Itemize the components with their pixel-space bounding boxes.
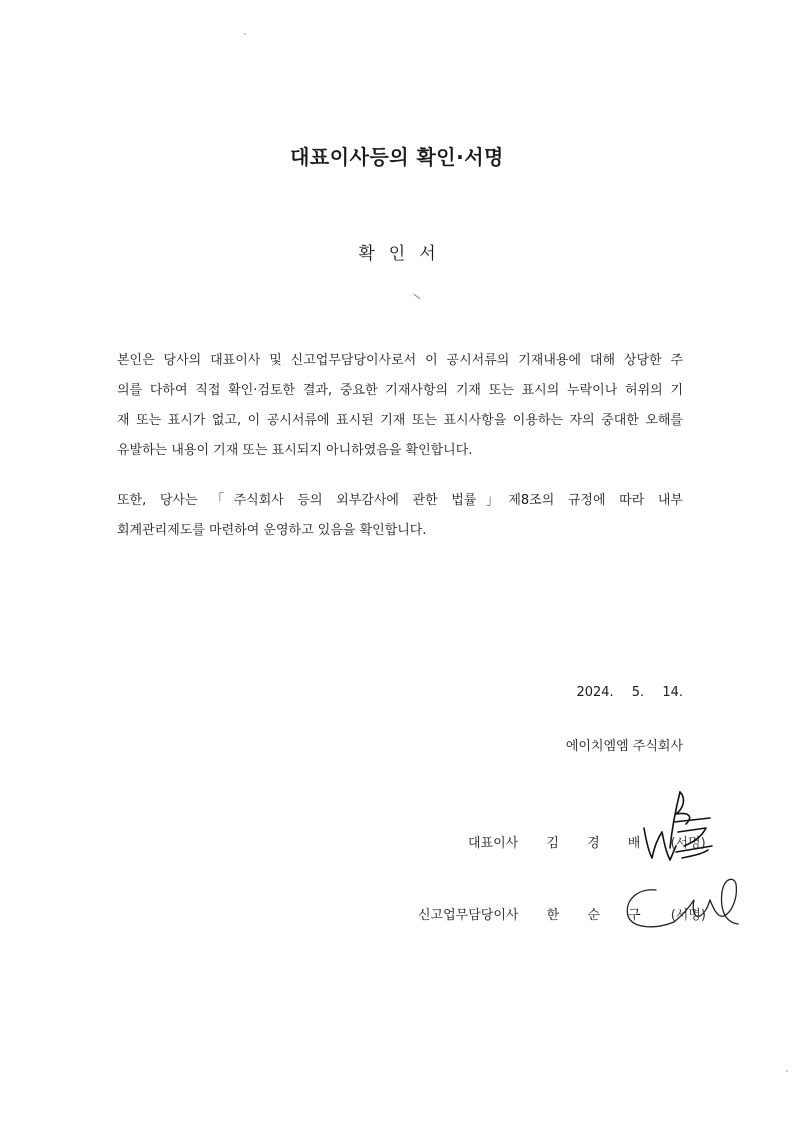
name-char: 순 [587, 908, 600, 923]
document-date: 2024. 5. 14. [576, 685, 683, 700]
signature-mark-label: (서명) [670, 836, 706, 851]
name-char: 배 [627, 836, 641, 851]
handwritten-signature-ceo [636, 788, 720, 868]
handwritten-signature-disclosure-officer [618, 870, 742, 940]
document-title: 대표이사등의 확인·서명 [290, 145, 504, 169]
scan-artifact [244, 33, 246, 35]
paragraph-line: 유발하는 내용이 기재 또는 표시되지 아니하였음을 확인합니다. [117, 443, 473, 458]
paragraph-confirmation [117, 346, 683, 466]
name-char: 한 [546, 908, 560, 923]
signatory-name [522, 836, 644, 851]
paragraph-internal-control [117, 486, 683, 546]
paragraph-line: 의를 다하여 직접 확인·검토한 결과, 중요한 기재사항의 기재 또는 표시의 누락이나 허위의 기 [117, 383, 683, 398]
document-subtitle: 확인서 [358, 244, 450, 264]
name-char: 구 [628, 908, 641, 923]
scan-mark [413, 294, 420, 299]
signature-mark-label: (서명) [670, 908, 706, 923]
paragraph-line: 회계관리제도를 마련하여 운영하고 있음을 확인합니다. [117, 523, 427, 538]
paragraph-line: 본인은 당사의 대표이사 및 신고업무담당이사로서 이 공시서류의 기재내용에 대해 상당한 주 [117, 353, 683, 368]
signatory-role: 신고업무담당이사 [418, 908, 519, 923]
name-char: 경 [587, 836, 600, 851]
company-name: 에이치엠엠 주식회사 [565, 739, 683, 754]
paragraph-line: 재 또는 표시가 없고, 이 공시서류에 표시된 기재 또는 표시사항을 이용하는 자의 중대한 오해를 [117, 413, 683, 428]
signatory-role: 대표이사 [468, 836, 519, 851]
name-char: 김 [546, 836, 559, 851]
paragraph-line: 또한, 당사는 「주식회사 등의 외부감사에 관한 법률」제8조의 규정에 따라 내부 [117, 493, 683, 508]
scan-artifact [786, 1070, 788, 1072]
